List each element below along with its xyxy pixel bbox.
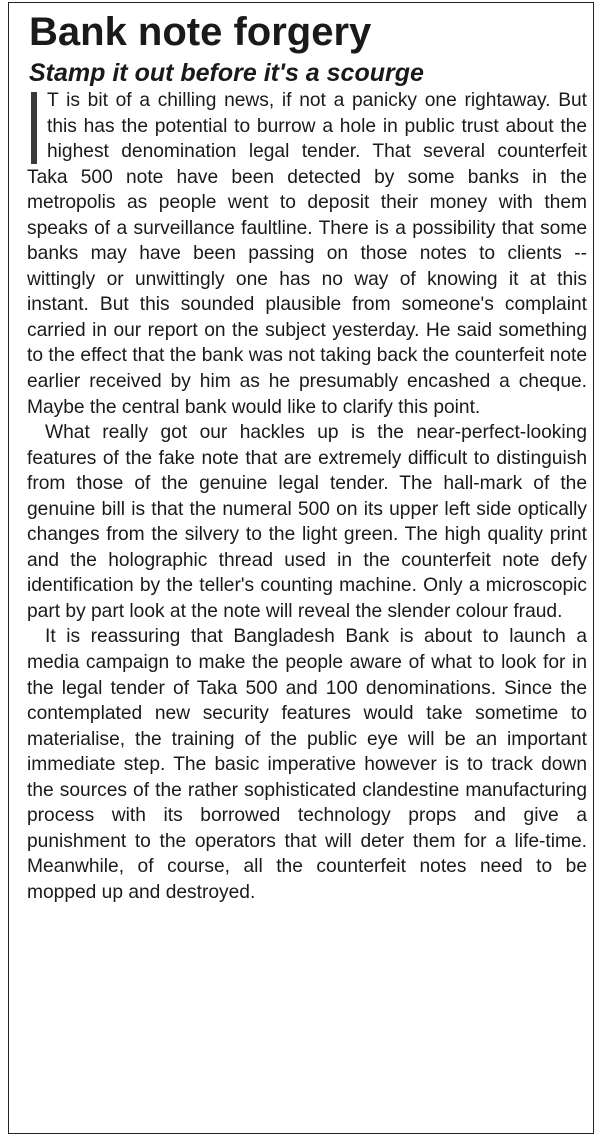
article-frame	[8, 2, 594, 1134]
headline: Bank note forgery	[29, 10, 372, 54]
paragraph-3: It is reassuring that Bangladesh Bank is about to launch a media campaign to make the people aware of what to look for in the legal tender of Taka 500 and 100 denominations. Since the contemplated new security features would take sometime to materialise, the training of the public eye will be an important immediate step. The basic imperative however is to track down the sources of the rather sophisticated clandestine manufacturing process with its borrowed technology props and give a punishment to the operators that will deter them for a life-time. Meanwhile, of course, all the counterfeit notes need to be mopped up and destroyed.	[27, 626, 587, 903]
paragraph-1: T is bit of a chilling news, if not a panicky one rightaway. But this has the potential to burrow a hole in public trust about the highest denomination legal tender. That several counterfeit Taka 500 note have been detected by some banks in the metropolis as people went to deposit their money with them speaks of a surveillance faultline. There is a possibility that some banks may have been passing on those notes to clients -- wittingly or unwittingly one has no way of knowing it at this instant. But this sounded plausible from someone's complaint carried in our report on the subject yesterday. He said something to the effect that the bank was not taking back the counterfeit note earlier received by him as he presumably encashed a cheque. Maybe the central bank would like to clarify this point.	[27, 90, 587, 418]
article-body	[27, 88, 587, 906]
drop-cap-bar	[31, 92, 37, 164]
subheadline: Stamp it out before it's a scourge	[29, 59, 424, 87]
paragraph-2: What really got our hackles up is the near-perfect-looking features of the fake note that are extremely difficult to distinguish from those of the genuine legal tender. The hall-mark of the genuine bill is that the numeral 500 on its upper left side optically changes from the silvery to the light green. The high quality print and the holographic thread used in the counterfeit note defy identification by the teller's counting machine. Only a microscopic part by part look at the note will reveal the slender colour fraud.	[27, 422, 587, 622]
